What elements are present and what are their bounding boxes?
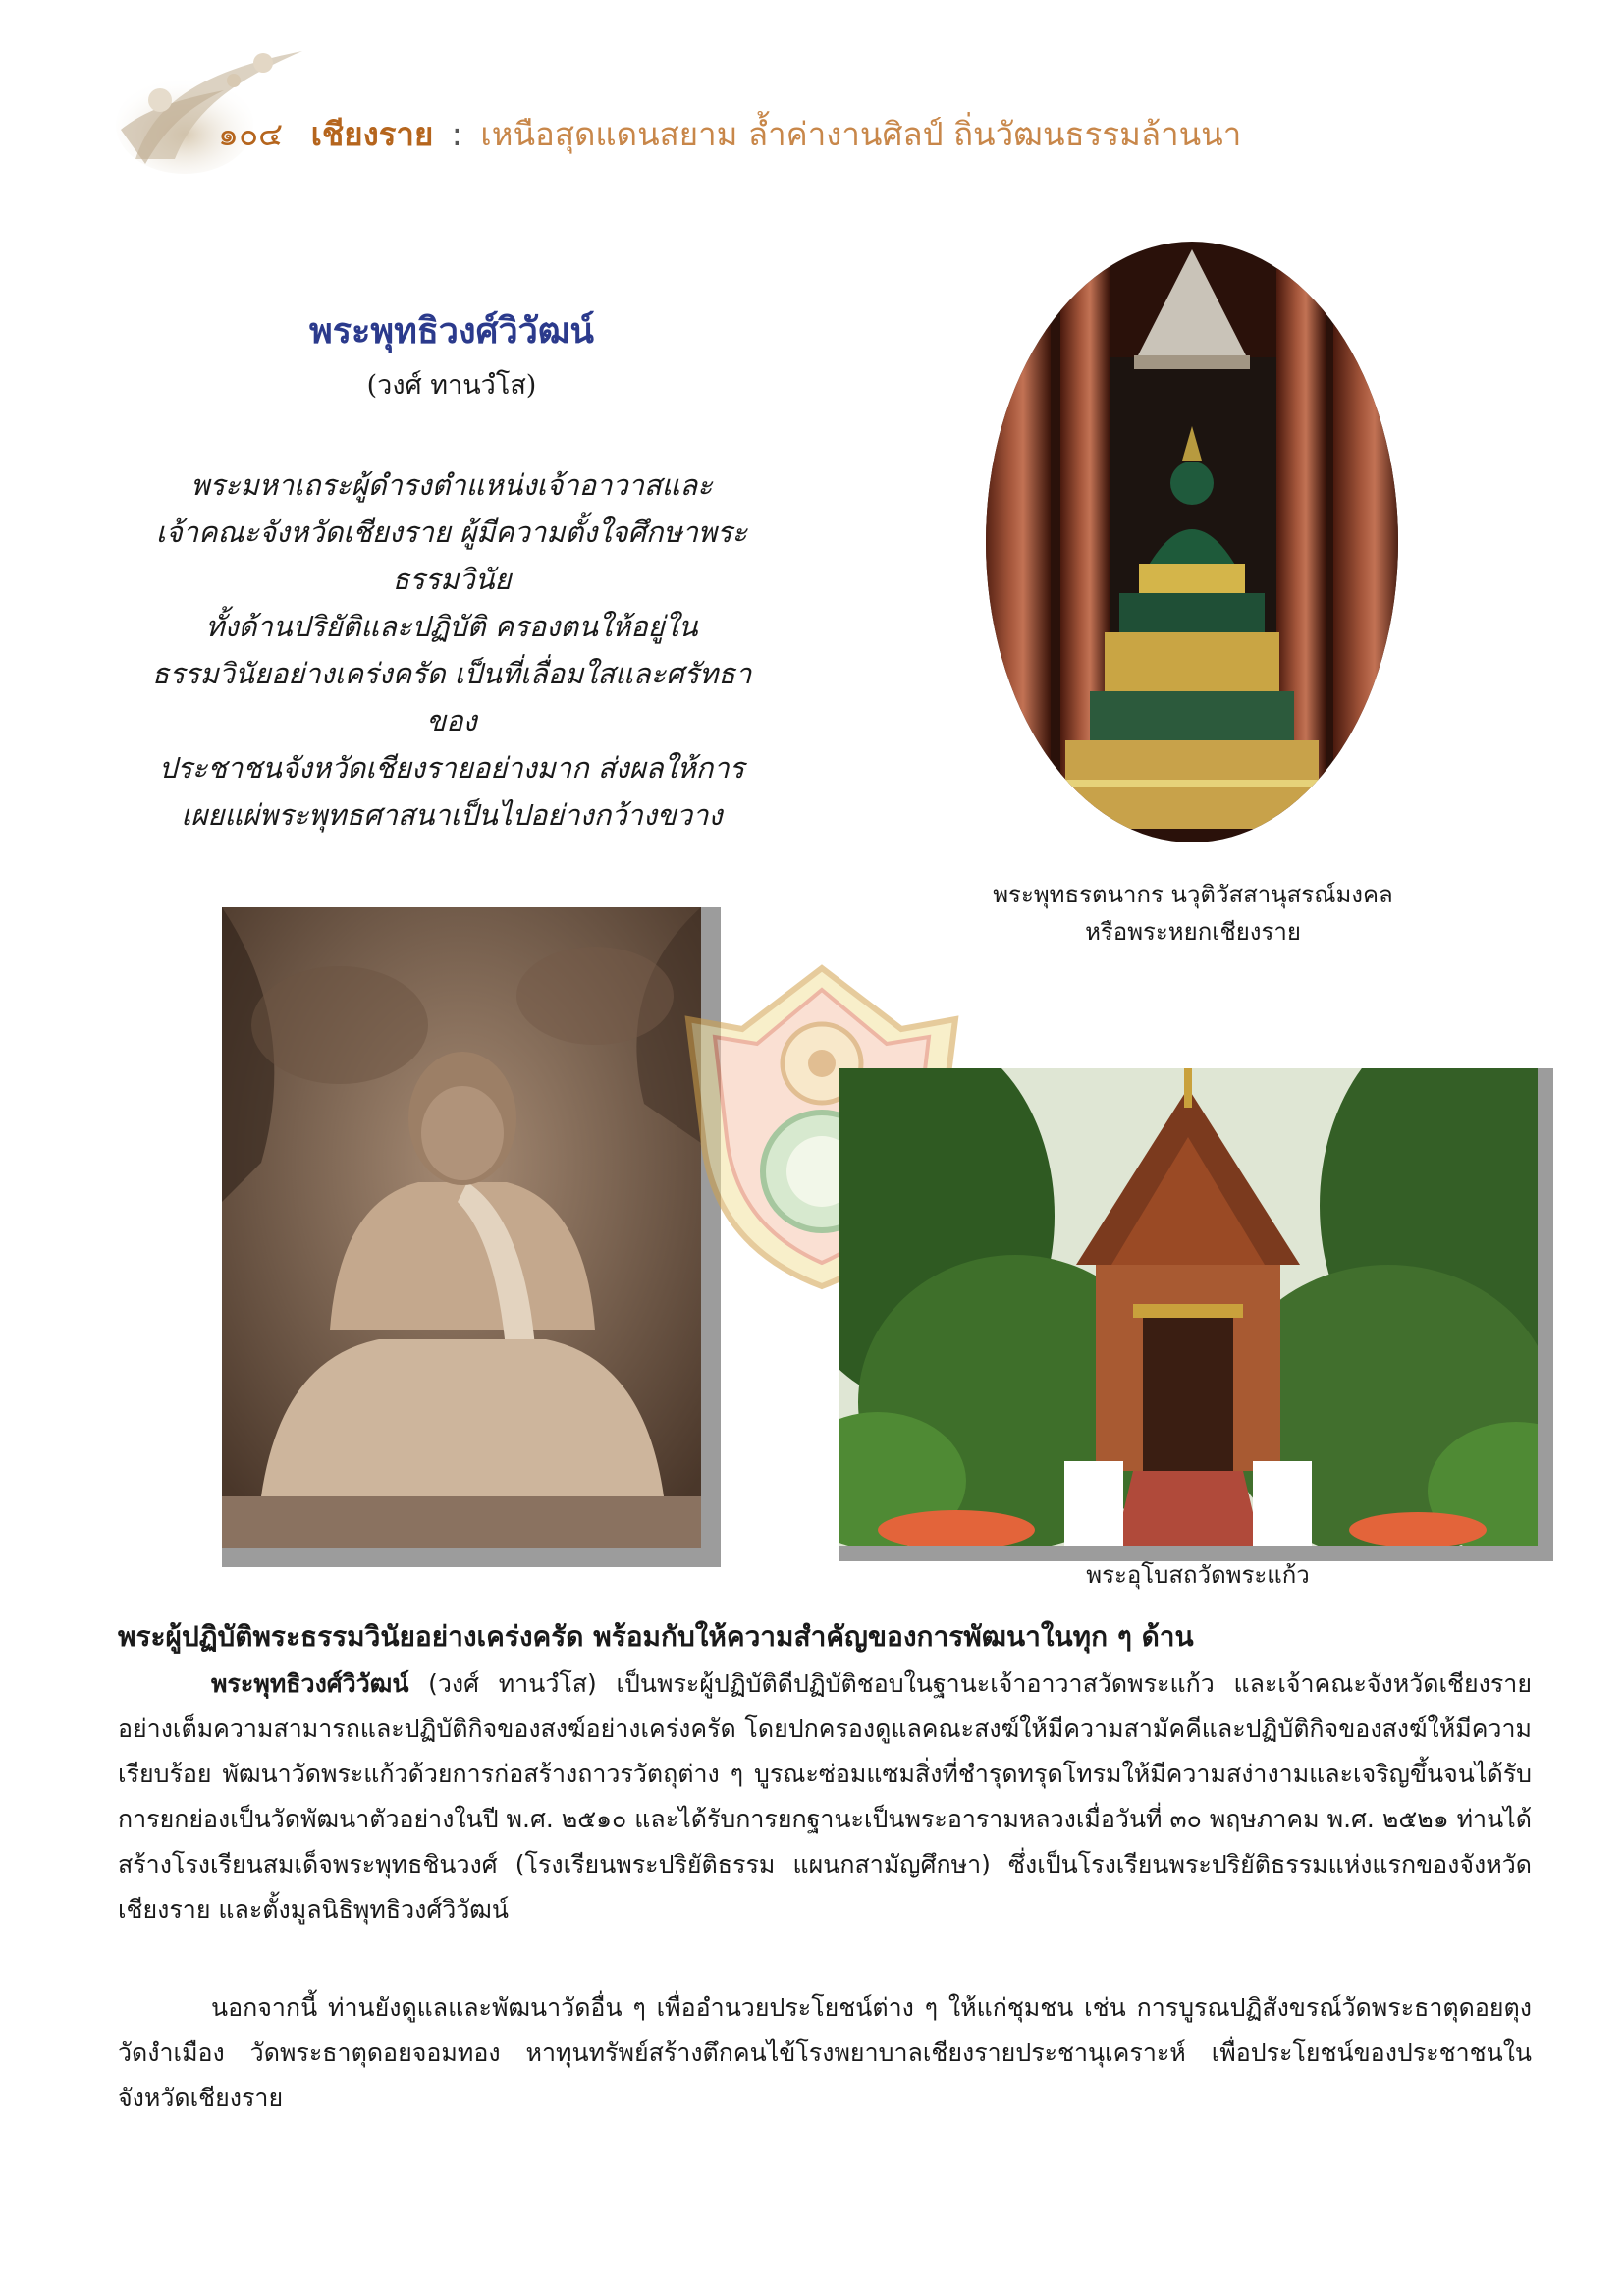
page-title: พระพุทธิวงศ์วิวัฒน์: [308, 310, 595, 352]
temple-ordination-hall-photo: [839, 1068, 1553, 1561]
paragraph-lead-name: พระพุทธิวงศ์วิวัฒน์: [211, 1669, 409, 1698]
running-header: [218, 108, 1241, 160]
paragraph-text: (วงศ์ ทานวํโส) เป็นพระผู้ปฏิบัติดีปฏิบัติชอบในฐานะเจ้าอาวาสวัดพระแก้ว และเจ้าคณะจังหวัดเชียงรายอย่างเต็มความสามารถและปฏิบัติกิจของสงฆ์อย่างเคร่งครัด โดยปกครองดูแลคณะสงฆ์ให้มีความสามัคคีและปฏิบัติกิจของสงฆ์ให้มีความเรียบร้อย พัฒนาวัดพระแก้วด้วยการก่อสร้างถาวรวัตถุต่าง ๆ บูรณะซ่อมแซมสิ่งที่ชำรุดทรุดโทรมให้มีความสง่างามและเจริญขึ้นจนได้รับการยกย่องเป็นวัดพัฒนาตัวอย่างในปี พ.ศ. ๒๕๑๐ และได้รับการยกฐานะเป็นพระอารามหลวงเมื่อวันที่ ๓๐ พฤษภาคม พ.ศ. ๒๕๒๑ ท่านได้สร้างโรงเรียนสมเด็จพระพุทธชินวงศ์ (โรงเรียนพระปริยัติธรรม แผนกสามัญศึกษา) ซึ่งเป็นโรงเรียนพระปริยัติธรรมแห่งแรกของจังหวัดเชียงราย และตั้งมูลนิธิพุทธิวงศ์วิวัฒน์: [118, 1669, 1532, 1924]
intro-line: ประชาชนจังหวัดเชียงรายอย่างมาก ส่งผลให้การ: [158, 751, 745, 785]
emerald-buddha-image: [972, 230, 1412, 860]
monk-portrait-photo: [222, 907, 721, 1567]
province-name: เชียงราย: [310, 115, 434, 153]
intro-verse: [128, 462, 776, 839]
intro-line: พระมหาเถระผู้ดำรงตำแหน่งเจ้าอาวาสและ: [190, 468, 713, 502]
header-separator: :: [451, 115, 462, 153]
body-paragraph: [118, 1661, 1532, 1932]
secular-name: (วงศ์ ทานวํโส): [366, 370, 537, 401]
intro-line: ทั้งด้านปริยัติและปฏิบัติ ครองตนให้อยู่ใน: [205, 610, 698, 643]
intro-line: เผยแผ่พระพุทธศาสนาเป็นไปอย่างกว้างขวาง: [181, 798, 723, 832]
section-heading: พระผู้ปฏิบัติพระธรรมวินัยอย่างเคร่งครัด พร้อมกับให้ความสำคัญของการพัฒนาในทุก ๆ ด้าน: [118, 1620, 1194, 1653]
body-paragraph: [118, 1985, 1532, 2121]
temple-caption: พระอุโบสถวัดพระแก้ว: [1086, 1561, 1310, 1589]
monk-portrait-image: [222, 907, 701, 1548]
page-number: ๑๐๔: [218, 115, 284, 153]
temple-image: [839, 1068, 1538, 1546]
intro-line: ธรรมวินัยอย่างเคร่งครัด เป็นที่เลื่อมใสและศรัทธาของ: [151, 657, 752, 737]
emerald-buddha-caption: [933, 876, 1453, 950]
caption-line: พระพุทธรตนากร นวุติวัสสานุสรณ์มงคล: [993, 881, 1393, 908]
emerald-buddha-photo: [972, 230, 1412, 860]
paragraph-text: นอกจากนี้ ท่านยังดูแลและพัฒนาวัดอื่น ๆ เพื่ออำนวยประโยชน์ต่าง ๆ ให้แก่ชุมชน เช่น การบูรณปฏิสังขรณ์วัดพระธาตุดอยตุง วัดงำเมือง วัดพระธาตุดอยจอมทอง หาทุนทรัพย์สร้างตึกคนไข้โรงพยาบาลเชียงรายประชานุเคราะห์ เพื่อประโยชน์ของประชาชนในจังหวัดเชียงราย: [118, 1993, 1532, 2112]
caption-line: หรือพระหยกเชียงราย: [1085, 918, 1301, 946]
intro-line: เจ้าคณะจังหวัดเชียงราย ผู้มีความตั้งใจศึกษาพระธรรมวินัย: [155, 516, 748, 596]
book-subtitle: เหนือสุดแดนสยาม ล้ำค่างานศิลป์ ถิ่นวัฒนธรรมล้านนา: [480, 115, 1242, 153]
